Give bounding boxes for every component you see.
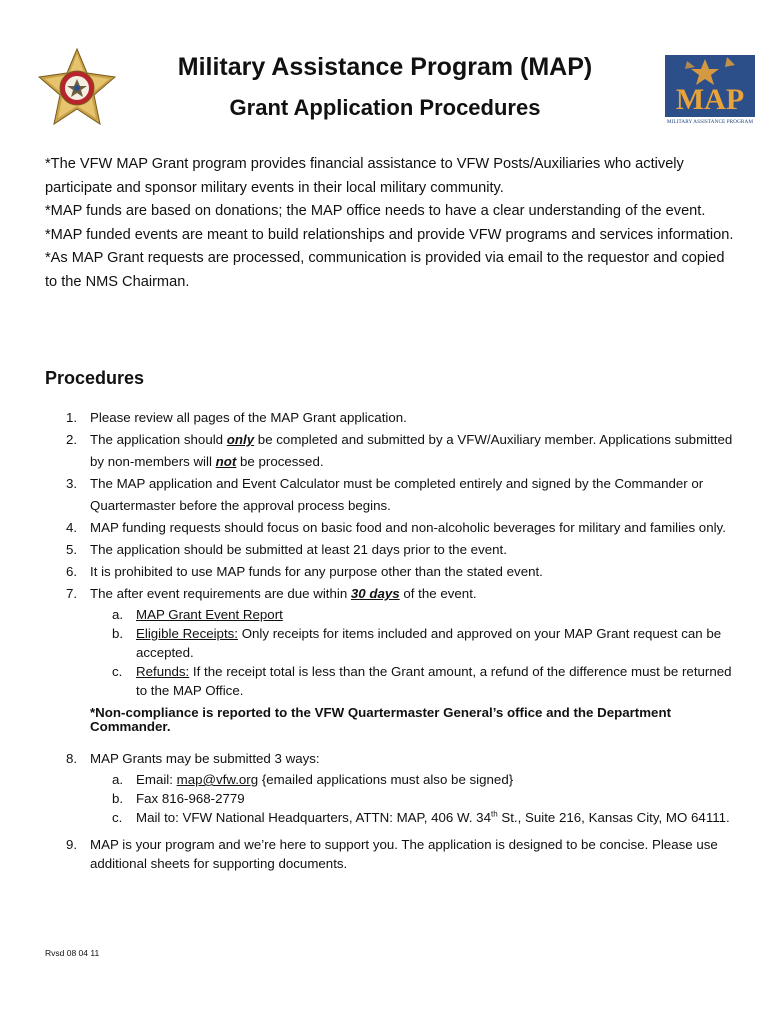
map-logo-text: MAP [675, 83, 745, 116]
sub-list-item: b. Eligible Receipts: Only receipts for items included and approved on your MAP Grant request can be accepted. [112, 626, 722, 660]
page-subtitle: Grant Application Procedures [229, 95, 541, 120]
revision-footer: Rvsd 08 04 11 [45, 948, 100, 958]
procedures-heading: Procedures [45, 368, 145, 388]
map-logo-box [665, 55, 755, 117]
intro-section [45, 153, 735, 295]
intro-paragraph: *As MAP Grant requests are processed, communication is provided via email to the requestor and copied to the NMS Chairman. [45, 250, 725, 290]
map-program-logo [665, 55, 755, 129]
map-logo-caption: MILITARY ASSISTANCE PROGRAM [666, 119, 754, 125]
sub-list-item: a. MAP Grant Event Report [112, 607, 283, 622]
non-compliance-warning: *Non-compliance is reported to the VFW Quartermaster General’s office and the Department Commander. [90, 705, 671, 734]
list-item: 4. MAP funding requests should focus on basic food and non-alcoholic beverages for military and families only. [66, 520, 726, 535]
sub-list-item: c. Refunds: If the receipt total is less than the Grant amount, a refund of the difference must be returned to the MAP Office. [112, 664, 732, 698]
list-item: 8. MAP Grants may be submitted 3 ways: [66, 751, 320, 766]
event-report-link: MAP Grant Event Report [136, 607, 283, 622]
list-item: 5. The application should be submitted at least 21 days prior to the event. [66, 542, 507, 557]
page-title: Military Assistance Program (MAP) [177, 53, 593, 81]
list-item: 2. The application should only be completed and submitted by a VFW/Auxiliary member. Applications submitted by non-members will not be processed. [66, 432, 733, 469]
intro-paragraph: *The VFW MAP Grant program provides financial assistance to VFW Posts/Auxiliaries who actively participate and sponsor military events in their local military community. [45, 156, 684, 196]
intro-paragraph: *MAP funded events are meant to build relationships and provide VFW programs and services information. [45, 226, 734, 243]
intro-paragraph: *MAP funds are based on donations; the MAP office needs to have a clear understanding of the event. [45, 203, 706, 220]
list-item: 9. MAP is your program and we’re here to support you. The application is designed to be concise. Please use additional sheets for supporting documents. [66, 837, 718, 871]
list-item: 1. Please review all pages of the MAP Grant application. [66, 410, 407, 425]
email-link[interactable]: map@vfw.org [176, 772, 259, 787]
list-item: 6. It is prohibited to use MAP funds for any purpose other than the stated event. [66, 564, 543, 579]
sub-list-item: c. Mail to: VFW National Headquarters, ATTN: MAP, 406 W. 34th St., Suite 216, Kansas City, MO 64111. [112, 809, 730, 825]
list-item: 7. The after event requirements are due within 30 days of the event. [66, 586, 477, 601]
list-item: 3. The MAP application and Event Calculator must be completed entirely and signed by the Commander or Quartermaster before the approval process begins. [66, 476, 704, 513]
sub-list-item: b. Fax 816-968-2779 [112, 791, 245, 806]
procedures-list [45, 407, 735, 873]
sub-list-item: a. Email: map@vfw.org {emailed applications must also be signed} [112, 772, 514, 787]
